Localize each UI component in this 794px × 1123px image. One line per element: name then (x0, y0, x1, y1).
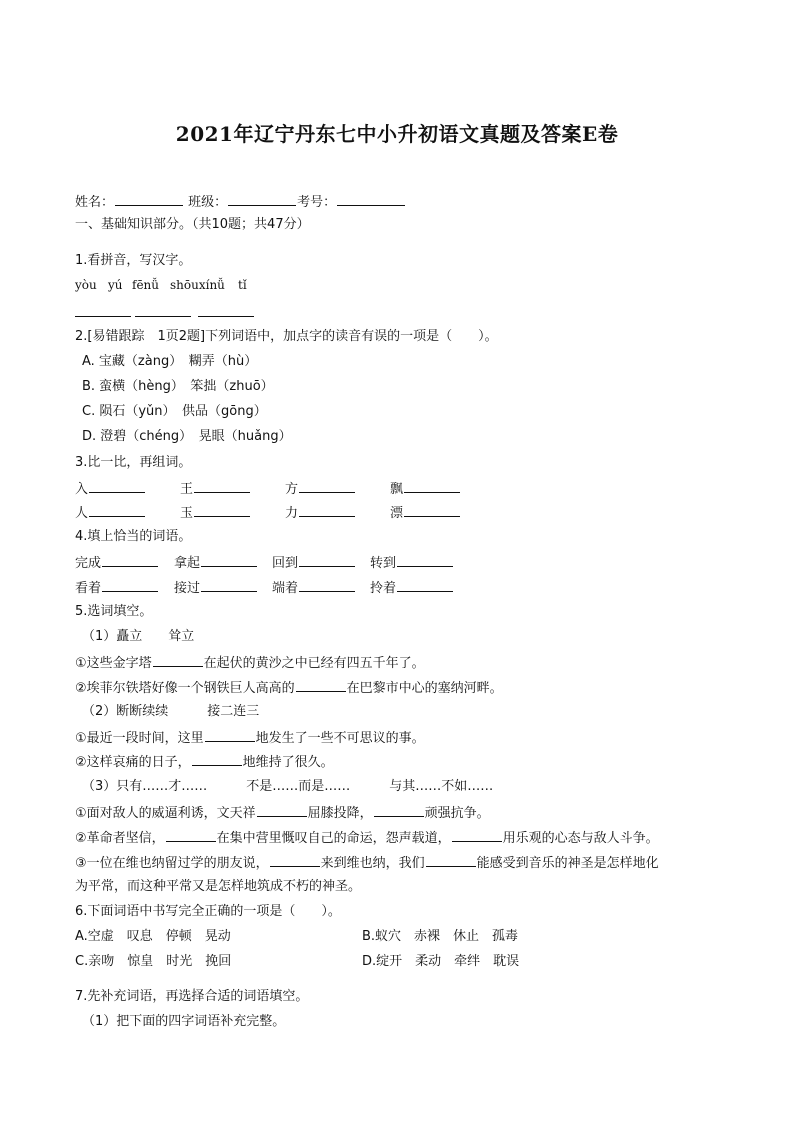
q6-prompt: 6.下面词语中书写完全正确的一项是（ ）。 (75, 904, 341, 919)
q4-item: 拿起 (174, 553, 258, 573)
q3-item: 玉 (180, 503, 251, 523)
q2-option-c: C. 陨石（yǔn） 供品（gōng） (82, 404, 267, 419)
q3-item: 人 (75, 503, 146, 523)
q5-sentence: ②埃菲尔铁塔好像一个钢铁巨人高高的 在巴黎市中心的塞纳河畔。 (75, 678, 503, 698)
q6-option-a: A.空虚 叹息 停顿 晃动 (75, 929, 231, 944)
q5-group-3: （3）只有……才…… 不是……而是…… 与其……不如…… (82, 779, 494, 794)
q3-item: 漂 (390, 503, 461, 523)
q1-pinyin: yòu (75, 278, 97, 292)
q5-prompt: 5.选词填空。 (75, 604, 153, 619)
q5-sentence: ①这些金字塔 在起伏的黄沙之中已经有四五千年了。 (75, 653, 425, 673)
q6-option-c: C.亲吻 惊皇 时光 挽回 (75, 954, 232, 969)
q6-option-b: B.蚁穴 赤裸 休止 孤毒 (362, 929, 519, 944)
q1-pinyin: fēnǚ (132, 278, 159, 292)
q4-item: 接过 (174, 578, 258, 598)
q1-answer-line[interactable] (135, 316, 191, 317)
q2-option-b: B. 蛮横（hèng） 笨拙（zhuō） (82, 379, 274, 394)
q1-pinyin: tǐ (238, 278, 247, 292)
section-heading: 一、基础知识部分。（共10题；共47分） (75, 217, 310, 232)
q3-prompt: 3.比一比，再组词。 (75, 455, 192, 470)
q6-option-d: D.绽开 柔动 牵绊 耽误 (362, 954, 520, 969)
q3-item: 飘 (390, 479, 461, 499)
q5-sentence: ②这样哀痛的日子， 地维持了很久。 (75, 752, 334, 772)
q3-item: 入 (75, 479, 146, 499)
name-blank[interactable] (115, 192, 183, 206)
q5-sentence: ③一位在维也纳留过学的朋友说， 来到维也纳，我们 能感受到音乐的神圣是怎样地化 (75, 853, 659, 873)
exam-no-blank[interactable] (337, 192, 405, 206)
q5-sentence: ②革命者坚信， 在集中营里慨叹自己的命运，怨声载道， 用乐观的心态与敌人斗争。 (75, 828, 659, 848)
q2-prompt: 2.[易错跟踪 1页2题]下列词语中，加点字的读音有误的一项是（ ）。 (75, 329, 498, 344)
q1-pinyin: shōuxínǚ (170, 278, 225, 292)
q4-item: 端着 (272, 578, 356, 598)
q4-item: 拎着 (370, 578, 454, 598)
q2-option-a: A. 宝藏（zàng） 糊弄（hù） (82, 354, 258, 369)
student-info-line (75, 192, 406, 212)
q5-sentence: ①最近一段时间，这里 地发生了一些不可思议的事。 (75, 728, 425, 748)
q5-sentence: ①面对敌人的威逼利诱，文天祥 屈膝投降， 顽强抗争。 (75, 803, 490, 823)
q5-group-1: （1）矗立 耸立 (82, 629, 195, 644)
q4-item: 完成 (75, 553, 159, 573)
q1-answer-line[interactable] (198, 316, 254, 317)
q3-item: 力 (285, 503, 356, 523)
page-title: 2021年辽宁丹东七中小升初语文真题及答案E卷 (175, 122, 619, 146)
q5-sentence-cont: 为平常，而这种平常又是怎样地筑成不朽的神圣。 (75, 879, 362, 894)
q3-item: 方 (285, 479, 356, 499)
q1-prompt: 1.看拼音，写汉字。 (75, 253, 192, 268)
q4-item: 转到 (370, 553, 454, 573)
q4-prompt: 4.填上恰当的词语。 (75, 529, 192, 544)
q3-item: 王 (180, 479, 251, 499)
q7-prompt: 7.先补充词语，再选择合适的词语填空。 (75, 989, 309, 1004)
q2-option-d: D. 澄碧（chéng） 晃眼（huǎng） (82, 429, 292, 444)
q4-item: 看着 (75, 578, 159, 598)
q4-item: 回到 (272, 553, 356, 573)
class-label: 班级： (188, 195, 228, 210)
exam-no-label: 考号： (297, 195, 337, 210)
q7-sub-1: （1）把下面的四字词语补充完整。 (82, 1014, 286, 1029)
class-blank[interactable] (228, 192, 296, 206)
q1-pinyin: yú (108, 278, 123, 292)
name-label: 姓名： (75, 195, 115, 210)
q5-group-2: （2）断断续续 接二连三 (82, 704, 260, 719)
q1-answer-line[interactable] (75, 316, 131, 317)
